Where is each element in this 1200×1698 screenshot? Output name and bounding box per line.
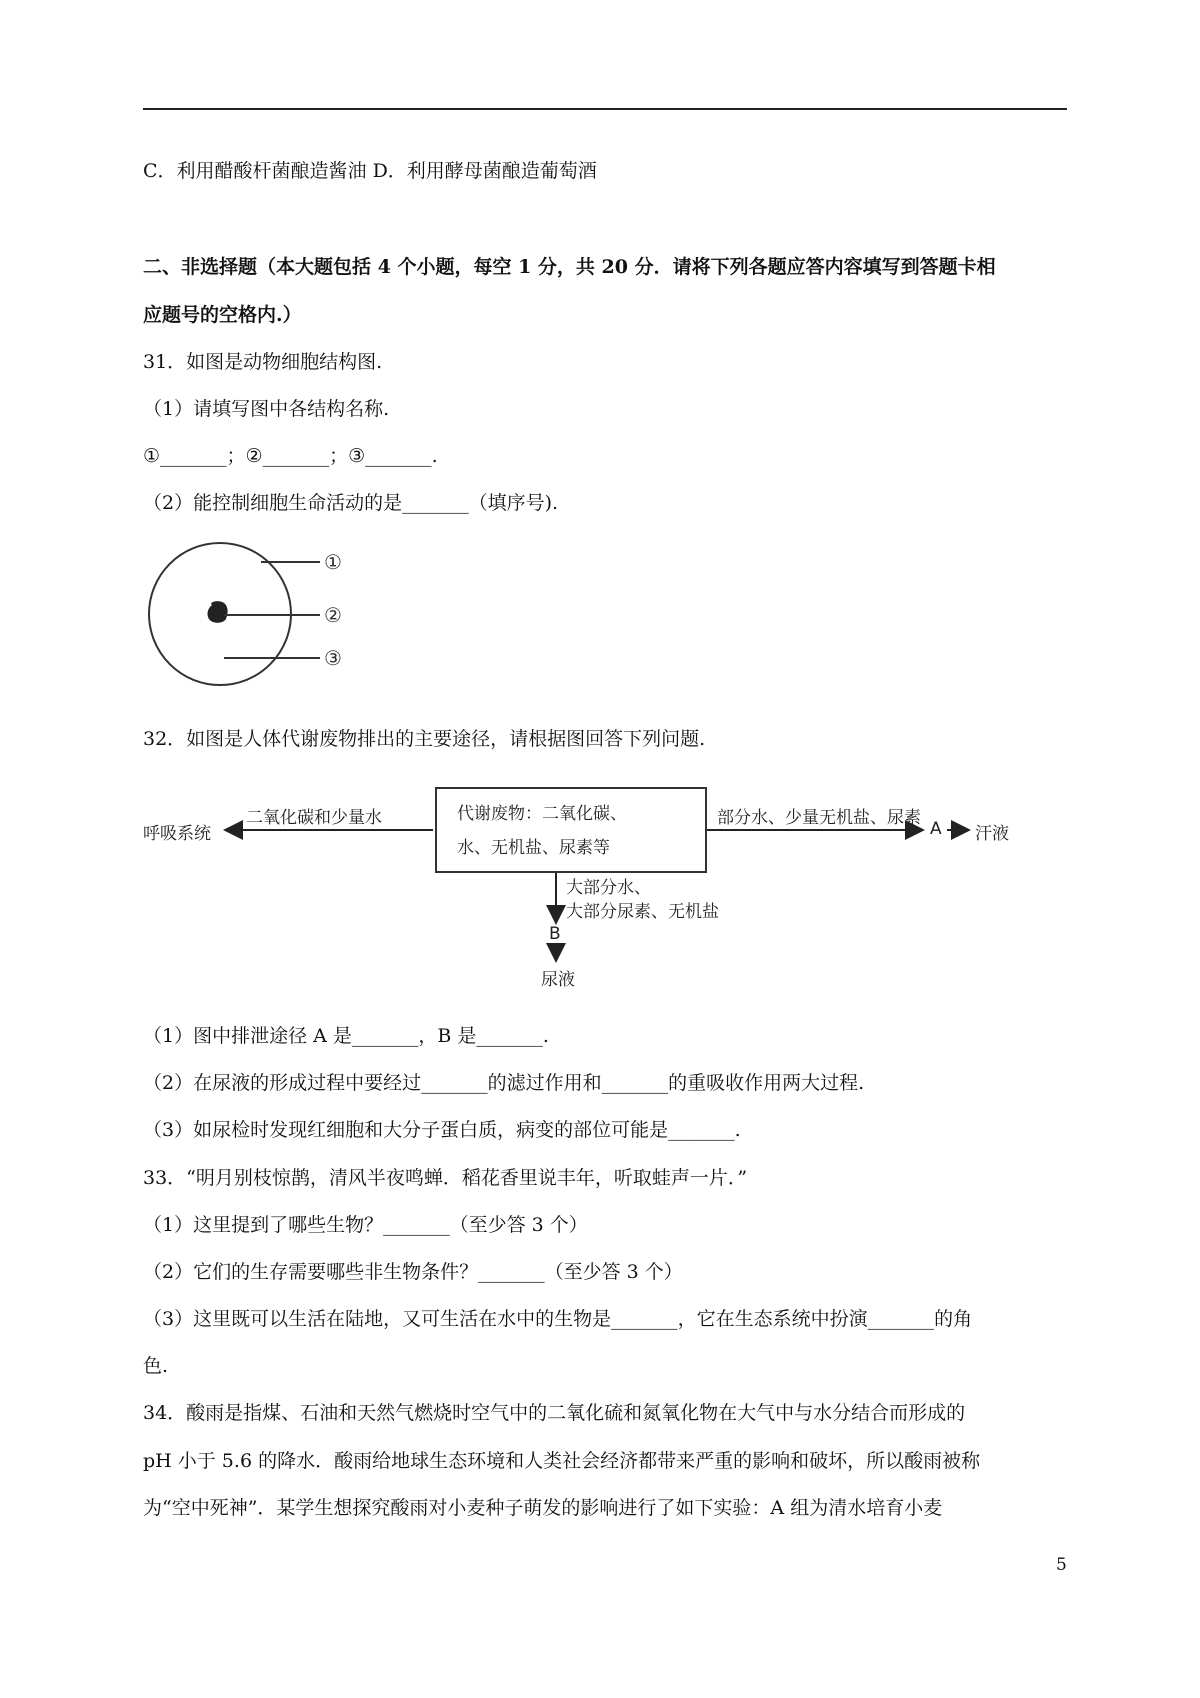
node-b: B bbox=[549, 924, 561, 944]
q32-stem: 32．如图是人体代谢废物排出的主要途径，请根据图回答下列问题. bbox=[143, 728, 706, 750]
animal-cell-figure bbox=[148, 540, 368, 690]
node-a: A bbox=[930, 819, 942, 839]
label-1: ① bbox=[324, 550, 342, 574]
q31-stem: 31．如图是动物细胞结构图. bbox=[143, 351, 383, 373]
q31-part1: （1）请填写图中各结构名称. bbox=[143, 398, 390, 420]
header-rule bbox=[143, 108, 1067, 110]
q34-line3: 为“空中死神”．某学生想探究酸雨对小麦种子萌发的影响进行了如下实验：A 组为清水培育小麦 bbox=[143, 1497, 943, 1519]
metabolic-waste-box bbox=[435, 787, 707, 873]
urine-label: 尿液 bbox=[541, 970, 575, 990]
q32-part3: （3）如尿检时发现红细胞和大分子蛋白质，病变的部位可能是_______. bbox=[143, 1119, 741, 1141]
q31-part1-blanks: ①_______；②_______；③_______. bbox=[143, 445, 438, 467]
label-2: ② bbox=[324, 603, 342, 627]
down-label-2: 大部分尿素、无机盐 bbox=[566, 902, 719, 922]
respiratory-system-label: 呼吸系统 bbox=[143, 824, 211, 844]
down-label-1: 大部分水、 bbox=[566, 878, 651, 898]
sweat-label: 汗液 bbox=[975, 824, 1009, 844]
q34-line1: 34．酸雨是指煤、石油和天然气燃烧时空气中的二氧化硫和氮氧化物在大气中与水分结合而形成的 bbox=[143, 1402, 966, 1424]
label-3: ③ bbox=[324, 646, 342, 670]
q31-part2: （2）能控制细胞生命活动的是_______（填序号). bbox=[143, 492, 559, 514]
q34-line2: pH 小于 5.6 的降水．酸雨给地球生态环境和人类社会经济都带来严重的影响和破坏，所以酸雨被称 bbox=[143, 1450, 981, 1472]
q32-part2: （2）在尿液的形成过程中要经过_______的滤过作用和_______的重吸收作用两大过程. bbox=[143, 1072, 865, 1094]
section-heading-line-2: 应题号的空格内.） bbox=[143, 304, 302, 326]
nucleus-mark bbox=[208, 601, 228, 623]
options-line: C．利用醋酸杆菌酿造酱油 D．利用酵母菌酿造葡萄酒 bbox=[143, 160, 597, 182]
q32-part1: （1）图中排泄途径 A 是_______，B 是_______. bbox=[143, 1025, 549, 1047]
q33-part3-line2: 色. bbox=[143, 1355, 169, 1377]
section-heading-line-1: 二、非选择题（本大题包括 4 个小题，每空 1 分，共 20 分．请将下列各题应答内容填写到答题卡相 bbox=[143, 256, 996, 278]
animal-cell-diagram bbox=[148, 540, 368, 690]
box-line-2: 水、无机盐、尿素等 bbox=[457, 838, 610, 858]
q33-part2: （2）它们的生存需要哪些非生物条件？_______（至少答 3 个） bbox=[143, 1261, 683, 1283]
left-arrow-label: 二氧化碳和少量水 bbox=[246, 808, 382, 828]
right-arrow-label: 部分水、少量无机盐、尿素 bbox=[717, 808, 921, 828]
box-line-1: 代谢废物：二氧化碳、 bbox=[457, 804, 627, 824]
q33-part3-line1: （3）这里既可以生活在陆地，又可生活在水中的生物是_______，它在生态系统中扮演_______的角 bbox=[143, 1308, 973, 1330]
excretion-pathway-diagram bbox=[143, 775, 1053, 995]
q33-stem: 33．“明月别枝惊鹊，清风半夜鸣蝉．稻花香里说丰年，听取蛙声一片．” bbox=[143, 1167, 748, 1189]
page-number: 5 bbox=[1056, 1555, 1067, 1575]
q33-part1: （1）这里提到了哪些生物？_______（至少答 3 个） bbox=[143, 1214, 588, 1236]
